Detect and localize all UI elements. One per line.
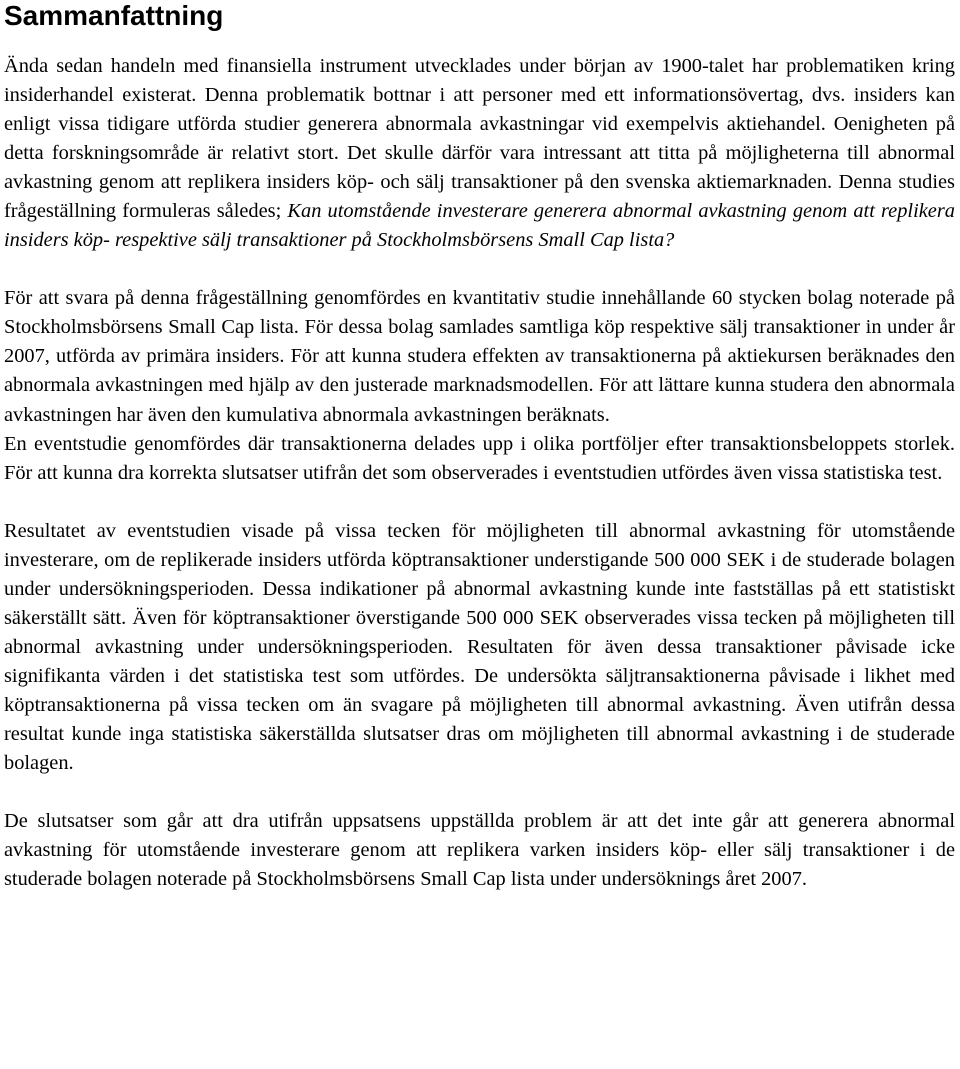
paragraph-gap: [4, 778, 955, 807]
paragraph-method: För att svara på denna frågeställning genomfördes en kvantitativ studie innehållande 60 stycken bolag noterade på Stockholmsbörsens Small Cap lista. För dessa bolag samlades samtliga köp respektive sälj transaktioner in under år 2007, utförda av primära insiders. För att kunna studera effekten av transaktionerna på aktiekursen beräknades den abnormala avkastningen med hjälp av den justerade marknadsmodellen. För att lättare kunna studera den abnormala avkastningen har även den kumulativa abnormala avkastningen beräknats.: [4, 287, 955, 426]
paragraph-results: Resultatet av eventstudien visade på vissa tecken för möjligheten till abnormal avkastning för utomstående investerare, om de replikerade insiders utförda köptransaktioner understigande 500 000 SEK i de studerade bolagen under undersökningsperioden. Dessa indikationer på abnormal avkastning kunde inte fastställas på ett statistiskt säkerställt sätt. Även för köptransaktioner överstigande 500 000 SEK observerades vissa tecken på möjligheten till abnormal avkastning under undersökningsperioden. Resultaten för även dessa transaktioner påvisade icke signifikanta värden i det statistiska test som utfördes. De undersökta säljtransaktionerna påvisade i likhet med köptransaktionerna på vissa tecken om än svagare på möjligheten till abnormal avkastning. Även utifrån dessa resultat kunde inga statistiska säkerställda slutsatser dras om möjligheten till abnormal avkastning i de studerade bolagen.: [4, 519, 955, 775]
research-question: Kan utomstående investerare generera abnormal avkastning genom att replikera insiders köp- respektive sälj transaktioner på Stockholmsbörsens Small Cap lista?: [4, 200, 955, 252]
page-title: Sammanfattning: [4, 0, 224, 31]
paragraph-gap: [4, 488, 955, 517]
paragraph-event-study: En eventstudie genomfördes där transaktionerna delades upp i olika portföljer efter transaktionsbeloppets storlek. För att kunna dra korrekta slutsatser utifrån det som observerades i eventstudien utfördes även vissa statistiska test.: [4, 432, 955, 484]
intro-text: Ända sedan handeln med finansiella instrument utvecklades under början av 1900-talet har problematiken kring insiderhandel existerat. Denna problematik bottnar i att personer med ett informationsövertag, dvs. insiders kan enligt vissa tidigare utförda studier generera abnormala avkastningar vid exempelvis aktiehandel. Oenigheten på detta forskningsområde är relativt stort. Det skulle därför vara intressant att titta på möjligheterna till abnormal avkastning genom att replikera insiders köp- och sälj transaktioner på den svenska aktiemarknaden. Denna studies frågeställning formuleras således;: [4, 55, 955, 223]
paragraph-conclusion: De slutsatser som går att dra utifrån uppsatsens uppställda problem är att det inte går att generera abnormal avkastning för utomstående investerare genom att replikera varken insiders köp- eller sälj transaktioner i de studerade bolagen noterade på Stockholmsbörsens Small Cap lista under undersöknings året 2007.: [4, 810, 955, 891]
paragraph-gap: [4, 255, 955, 284]
paragraph-intro: [4, 52, 955, 255]
document-page: [4, 0, 955, 894]
